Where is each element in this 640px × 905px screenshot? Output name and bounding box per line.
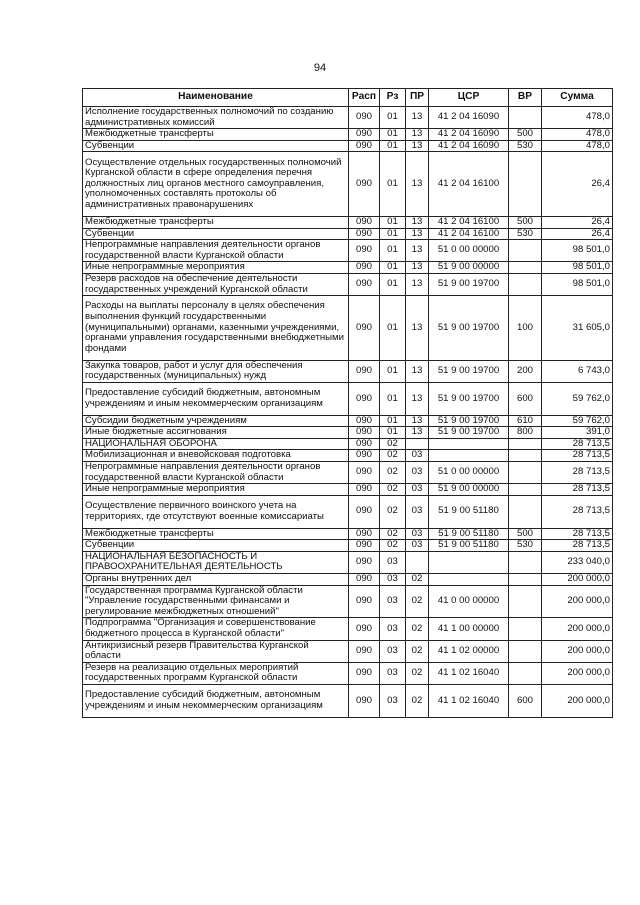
cell-csr: 41 2 04 16090 [429,140,509,152]
cell-name: Иные бюджетные ассигнования [83,427,349,439]
cell-pr: 03 [406,528,429,540]
cell-csr: 51 9 00 00000 [429,484,509,496]
cell-sum: 200 000,0 [542,585,613,618]
cell-sum: 26,4 [542,152,613,217]
cell-rz: 01 [380,228,406,240]
cell-rz: 01 [380,240,406,262]
cell-rasp: 090 [349,450,380,462]
cell-name: Иные непрограммные мероприятия [83,262,349,274]
budget-table [82,88,613,718]
cell-vr [509,438,542,450]
cell-rasp: 090 [349,585,380,618]
cell-rasp: 090 [349,129,380,141]
cell-csr: 51 9 00 19700 [429,273,509,295]
cell-rz: 01 [380,216,406,228]
cell-csr [429,551,509,573]
header-rasp: Расп [349,89,380,107]
cell-pr: 02 [406,684,429,717]
table-row [83,228,613,240]
cell-rz: 02 [380,462,406,484]
cell-pr: 13 [406,216,429,228]
cell-pr: 13 [406,273,429,295]
cell-vr [509,484,542,496]
cell-sum: 391,0 [542,427,613,439]
cell-vr: 800 [509,427,542,439]
table-row [83,551,613,573]
cell-sum: 28 713,5 [542,438,613,450]
cell-sum: 478,0 [542,140,613,152]
cell-vr: 610 [509,415,542,427]
cell-rz: 03 [380,551,406,573]
cell-rasp: 090 [349,438,380,450]
cell-sum: 26,4 [542,216,613,228]
cell-rasp: 090 [349,618,380,640]
cell-vr [509,450,542,462]
cell-csr: 51 0 00 00000 [429,462,509,484]
cell-sum: 28 713,5 [542,528,613,540]
cell-csr: 51 9 00 51180 [429,495,509,528]
table-row [83,662,613,684]
table-row [83,574,613,586]
table-row [83,140,613,152]
page-number: 94 [313,62,327,74]
cell-name: Субвенции [83,140,349,152]
cell-rz: 01 [380,273,406,295]
cell-rasp: 090 [349,540,380,552]
cell-name: Резерв расходов на обеспечение деятельности государственных учреждений Курганской области [83,273,349,295]
cell-vr: 200 [509,360,542,382]
table-row [83,528,613,540]
cell-name: Подпрограмма "Организация и совершенствование бюджетного процесса в Курганской области" [83,618,349,640]
cell-rz: 03 [380,684,406,717]
cell-csr: 51 9 00 19700 [429,296,509,361]
cell-csr [429,574,509,586]
table-row [83,152,613,217]
cell-rasp: 090 [349,684,380,717]
table-row [83,618,613,640]
cell-rasp: 090 [349,140,380,152]
cell-rz: 01 [380,152,406,217]
cell-csr: 41 2 04 16100 [429,152,509,217]
cell-vr [509,107,542,129]
cell-vr [509,640,542,662]
cell-vr [509,585,542,618]
header-vr: ВР [509,89,542,107]
cell-vr [509,262,542,274]
cell-rz: 01 [380,107,406,129]
cell-rz: 03 [380,640,406,662]
cell-name: НАЦИОНАЛЬНАЯ БЕЗОПАСНОСТЬ И ПРАВООХРАНИТЕЛЬНАЯ ДЕЯТЕЛЬНОСТЬ [83,551,349,573]
table-row [83,484,613,496]
cell-name: Расходы на выплаты персоналу в целях обеспечения выполнения функций государственными (муниципальными) органами, казенными учреждениями, органами управления государственными внебюджетными фондами [83,296,349,361]
cell-name: Органы внутренних дел [83,574,349,586]
cell-rz: 03 [380,585,406,618]
cell-name: Исполнение государственных полномочий по созданию административных комиссий [83,107,349,129]
table-row [83,585,613,618]
cell-vr [509,574,542,586]
cell-rz: 01 [380,140,406,152]
table-row [83,273,613,295]
cell-csr: 51 9 00 00000 [429,262,509,274]
cell-pr: 03 [406,462,429,484]
cell-rasp: 090 [349,528,380,540]
cell-pr [406,438,429,450]
cell-rz: 02 [380,438,406,450]
cell-csr: 51 9 00 51180 [429,540,509,552]
cell-sum: 478,0 [542,107,613,129]
cell-name: Субвенции [83,540,349,552]
cell-name: Непрограммные направления деятельности органов государственной власти Курганской области [83,240,349,262]
cell-pr: 13 [406,382,429,415]
cell-rasp: 090 [349,462,380,484]
table-row [83,684,613,717]
cell-vr [509,551,542,573]
cell-rasp: 090 [349,273,380,295]
cell-name: Осуществление первичного воинского учета на территориях, где отсутствуют военные комиссариаты [83,495,349,528]
cell-csr: 51 9 00 19700 [429,360,509,382]
table-header-row [83,89,613,107]
cell-rz: 01 [380,427,406,439]
cell-sum: 233 040,0 [542,551,613,573]
cell-csr: 41 1 02 00000 [429,640,509,662]
cell-rasp: 090 [349,640,380,662]
header-csr: ЦСР [429,89,509,107]
table-row [83,240,613,262]
cell-vr: 530 [509,140,542,152]
cell-rz: 02 [380,484,406,496]
cell-csr [429,450,509,462]
header-rz: Рз [380,89,406,107]
cell-sum: 6 743,0 [542,360,613,382]
cell-pr: 13 [406,140,429,152]
cell-rasp: 090 [349,415,380,427]
cell-rz: 01 [380,382,406,415]
cell-pr: 13 [406,228,429,240]
table-row [83,495,613,528]
cell-vr [509,273,542,295]
cell-name: Субсидии бюджетным учреждениям [83,415,349,427]
cell-pr: 02 [406,640,429,662]
cell-name: Государственная программа Курганской области "Управление государственными финансами и регулирование межбюджетных отношений" [83,585,349,618]
table-row [83,296,613,361]
cell-pr: 13 [406,152,429,217]
cell-rz: 02 [380,540,406,552]
cell-vr [509,495,542,528]
table-row [83,438,613,450]
cell-csr: 51 9 00 19700 [429,427,509,439]
cell-rasp: 090 [349,495,380,528]
cell-csr: 51 0 00 00000 [429,240,509,262]
cell-rz: 03 [380,618,406,640]
cell-rz: 01 [380,415,406,427]
cell-pr: 13 [406,107,429,129]
cell-rasp: 090 [349,240,380,262]
cell-pr: 02 [406,585,429,618]
table-row [83,216,613,228]
cell-name: Непрограммные направления деятельности органов государственной власти Курганской области [83,462,349,484]
cell-vr: 530 [509,540,542,552]
cell-vr [509,152,542,217]
cell-name: Предоставление субсидий бюджетным, автономным учреждениям и иным некоммерческим организациям [83,382,349,415]
cell-pr: 02 [406,574,429,586]
header-name: Наименование [83,89,349,107]
cell-sum: 59 762,0 [542,415,613,427]
cell-vr: 530 [509,228,542,240]
table-row [83,540,613,552]
cell-sum: 200 000,0 [542,640,613,662]
cell-sum: 200 000,0 [542,618,613,640]
table-row [83,262,613,274]
cell-pr: 13 [406,360,429,382]
cell-sum: 31 605,0 [542,296,613,361]
cell-sum: 200 000,0 [542,662,613,684]
cell-rz: 02 [380,450,406,462]
cell-pr: 02 [406,662,429,684]
cell-rasp: 090 [349,551,380,573]
cell-sum: 98 501,0 [542,240,613,262]
header-pr: ПР [406,89,429,107]
cell-rasp: 090 [349,228,380,240]
cell-name: Мобилизационная и вневойсковая подготовка [83,450,349,462]
cell-pr: 13 [406,262,429,274]
cell-rasp: 090 [349,262,380,274]
cell-vr [509,240,542,262]
cell-sum: 26,4 [542,228,613,240]
cell-rz: 01 [380,129,406,141]
table-row [83,382,613,415]
cell-name: Антикризисный резерв Правительства Курганской области [83,640,349,662]
cell-pr [406,551,429,573]
cell-csr: 41 1 02 16040 [429,662,509,684]
cell-name: Межбюджетные трансферты [83,528,349,540]
cell-rasp: 090 [349,484,380,496]
cell-sum: 200 000,0 [542,574,613,586]
cell-rasp: 090 [349,152,380,217]
cell-rasp: 090 [349,662,380,684]
cell-pr: 13 [406,129,429,141]
cell-rz: 01 [380,296,406,361]
table-row [83,640,613,662]
cell-sum: 28 713,5 [542,462,613,484]
cell-sum: 28 713,5 [542,540,613,552]
cell-sum: 200 000,0 [542,684,613,717]
cell-rasp: 090 [349,107,380,129]
cell-pr: 13 [406,427,429,439]
cell-rasp: 090 [349,427,380,439]
cell-rz: 03 [380,662,406,684]
cell-vr [509,618,542,640]
table-row [83,360,613,382]
header-sum: Сумма [542,89,613,107]
cell-csr: 51 9 00 19700 [429,415,509,427]
cell-csr: 51 9 00 19700 [429,382,509,415]
cell-rz: 01 [380,262,406,274]
cell-csr: 41 2 04 16090 [429,129,509,141]
cell-pr: 02 [406,618,429,640]
cell-sum: 478,0 [542,129,613,141]
cell-rz: 01 [380,360,406,382]
cell-vr: 500 [509,129,542,141]
cell-pr: 03 [406,495,429,528]
table-row [83,427,613,439]
cell-name: Межбюджетные трансферты [83,216,349,228]
cell-pr: 13 [406,240,429,262]
cell-rz: 03 [380,574,406,586]
cell-name: Осуществление отдельных государственных полномочий Курганской области в сфере определения перечня должностных лиц органов местного самоуправления, уполномоченных составлять протоколы об административных правонарушениях [83,152,349,217]
cell-csr [429,438,509,450]
cell-rasp: 090 [349,296,380,361]
cell-pr: 13 [406,415,429,427]
cell-csr: 41 1 00 00000 [429,618,509,640]
cell-vr: 600 [509,382,542,415]
table-row [83,462,613,484]
cell-pr: 03 [406,484,429,496]
cell-pr: 03 [406,450,429,462]
cell-vr: 600 [509,684,542,717]
cell-name: НАЦИОНАЛЬНАЯ ОБОРОНА [83,438,349,450]
cell-sum: 28 713,5 [542,450,613,462]
cell-rasp: 090 [349,574,380,586]
table-row [83,415,613,427]
cell-name: Предоставление субсидий бюджетным, автономным учреждениям и иным некоммерческим организациям [83,684,349,717]
table-row [83,129,613,141]
cell-rasp: 090 [349,360,380,382]
cell-pr: 13 [406,296,429,361]
cell-name: Резерв на реализацию отдельных мероприятий государственных программ Курганской области [83,662,349,684]
cell-csr: 41 2 04 16100 [429,228,509,240]
cell-name: Закупка товаров, работ и услуг для обеспечения государственных (муниципальных) нужд [83,360,349,382]
table-row [83,450,613,462]
cell-sum: 28 713,5 [542,495,613,528]
cell-sum: 98 501,0 [542,273,613,295]
cell-vr: 100 [509,296,542,361]
cell-sum: 59 762,0 [542,382,613,415]
cell-rasp: 090 [349,382,380,415]
cell-vr [509,662,542,684]
cell-rz: 02 [380,495,406,528]
cell-csr: 41 2 04 16090 [429,107,509,129]
cell-name: Межбюджетные трансферты [83,129,349,141]
cell-rasp: 090 [349,216,380,228]
cell-rz: 02 [380,528,406,540]
cell-vr [509,462,542,484]
cell-sum: 98 501,0 [542,262,613,274]
cell-csr: 41 1 02 16040 [429,684,509,717]
cell-csr: 51 9 00 51180 [429,528,509,540]
cell-pr: 03 [406,540,429,552]
cell-name: Субвенции [83,228,349,240]
cell-vr: 500 [509,528,542,540]
cell-vr: 500 [509,216,542,228]
table-row [83,107,613,129]
cell-sum: 28 713,5 [542,484,613,496]
cell-csr: 41 0 00 00000 [429,585,509,618]
cell-name: Иные непрограммные мероприятия [83,484,349,496]
cell-csr: 41 2 04 16100 [429,216,509,228]
